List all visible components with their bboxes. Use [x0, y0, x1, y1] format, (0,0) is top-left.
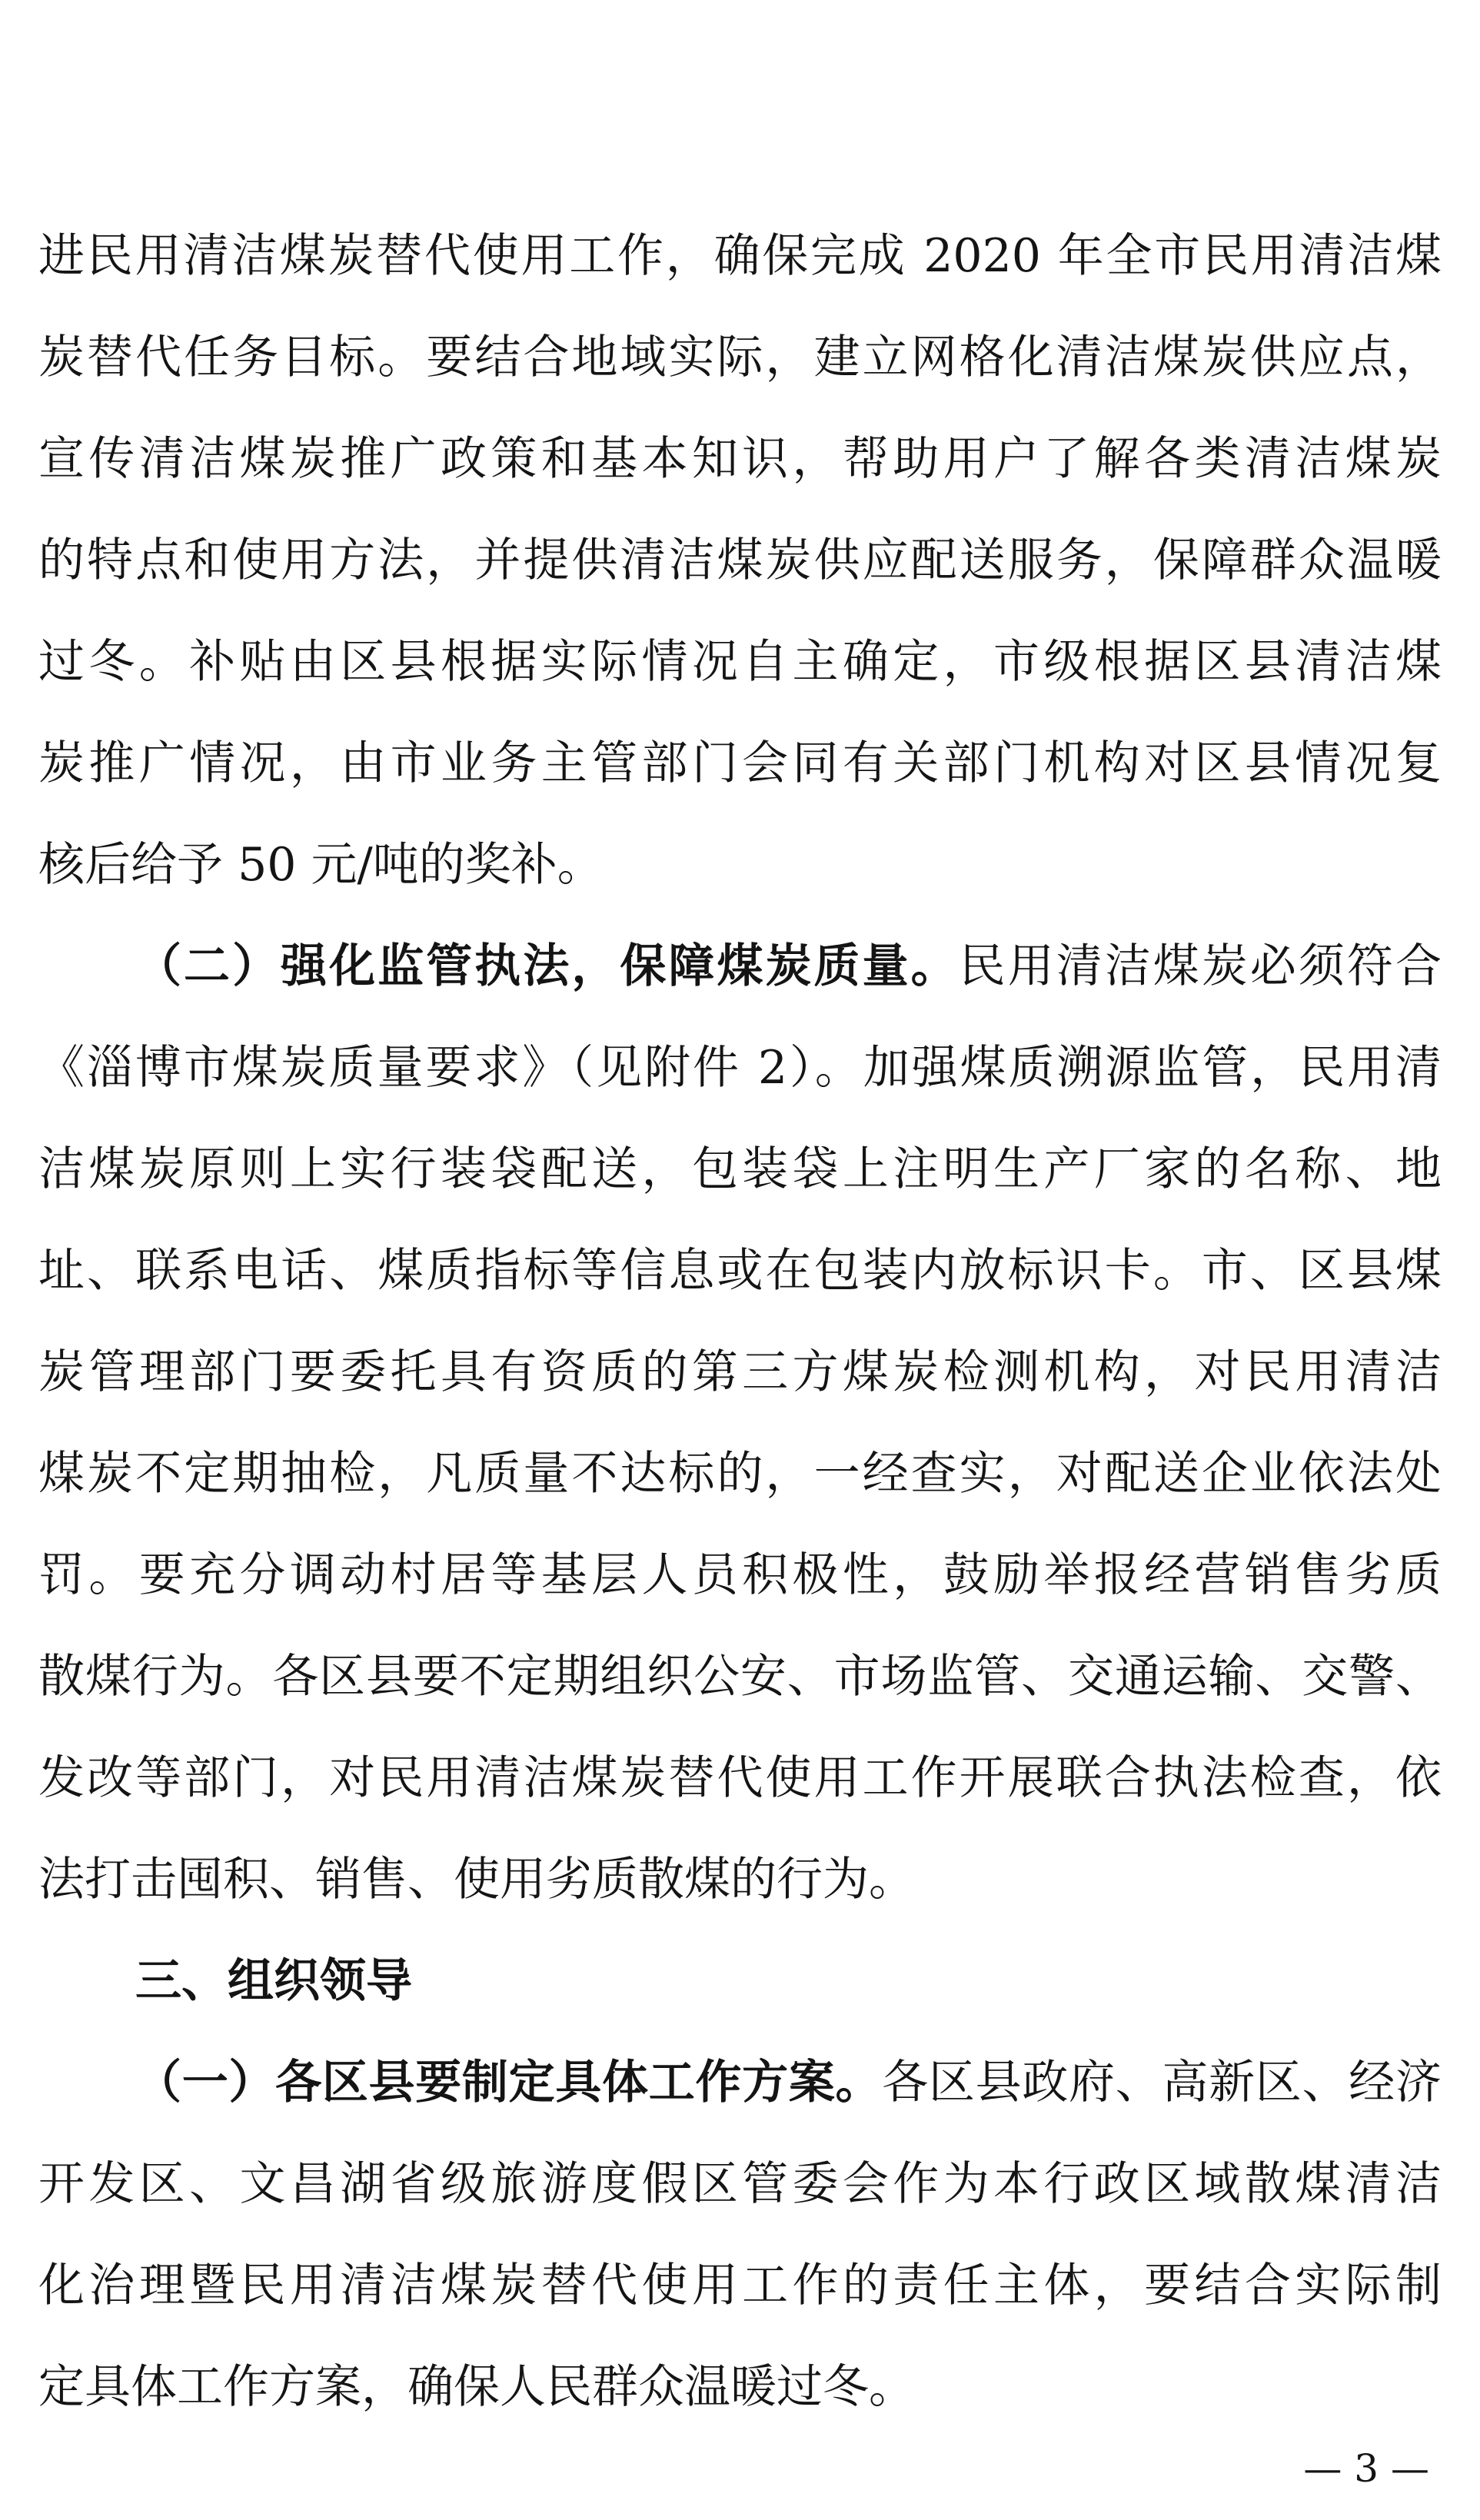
text-line: 的特点和使用方法，并提供清洁煤炭供应配送服务，保障群众温暖 [38, 534, 1442, 587]
text-line: 宣传清洁煤炭推广政策和基本知识，帮助用户了解各类清洁煤炭 [38, 432, 1442, 486]
text-line: 煤炭不定期抽检，凡质量不达标的，一经查实，对配送企业依法处 [38, 1447, 1442, 1501]
text-line: 进民用清洁煤炭替代使用工作，确保完成 2020 年全市民用清洁煤 [38, 229, 1442, 283]
text-line: 洁煤炭原则上实行装袋配送，包装袋上注明生产厂家的名称、地 [38, 1142, 1442, 1196]
text-line: 罚。要充分调动村居等基层人员积极性，鼓励举报经营销售劣质 [38, 1548, 1442, 1602]
text-line: 炭管理部门要委托具有资质的第三方煤炭检测机构，对民用清洁 [38, 1345, 1442, 1399]
text-line: 核后给予 50 元/吨的奖补。 [38, 838, 604, 892]
text-line: 化治理暨民用清洁煤炭替代使用工作的责任主体，要结合实际制 [38, 2259, 1442, 2312]
section-3-1-first-line [135, 2053, 1442, 2113]
text-line: 《淄博市煤炭质量要求》（见附件 2）。加强煤质溯源监管，民用清 [38, 1041, 1442, 1095]
section-2-2-title: （二）强化监管执法，保障煤炭质量。 [135, 939, 960, 993]
text-line: 炭替代任务目标。要结合地域实际，建立网格化清洁煤炭供应点， [38, 331, 1442, 384]
section-2-2-first-line [135, 936, 1442, 996]
text-line: 址、联系电话、煤质指标等信息或在包装内放标识卡。市、区县煤 [38, 1244, 1442, 1298]
text-line: 发改等部门，对民用清洁煤炭替代使用工作开展联合执法检查，依 [38, 1751, 1442, 1805]
section-2-2-first-line-text: 民用清洁煤炭必须符合 [959, 939, 1442, 993]
section-3-1-title: （一）各区县要制定具体工作方案。 [135, 2056, 883, 2109]
text-line: 过冬。补贴由区县根据实际情况自主确定，市级根据区县清洁煤 [38, 635, 1442, 689]
page-number: — 3 — [1303, 2446, 1429, 2491]
text-line: 开发区、文昌湖省级旅游度假区管委会作为本行政区域散煤清洁 [38, 2157, 1442, 2211]
text-line: 定具体工作方案，确保人民群众温暖过冬。 [38, 2360, 915, 2414]
section-3-1-first-line-text: 各区县政府、高新区、经济 [882, 2056, 1442, 2109]
section-3-heading: 三、组织领导 [135, 1954, 412, 2008]
text-line: 法打击囤积、销售、使用劣质散煤的行为。 [38, 1853, 915, 1907]
text-line: 散煤行为。各区县要不定期组织公安、市场监管、交通运输、交警、 [38, 1650, 1442, 1704]
text-line: 炭推广情况，由市业务主管部门会同有关部门机构对区县情况复 [38, 736, 1442, 790]
